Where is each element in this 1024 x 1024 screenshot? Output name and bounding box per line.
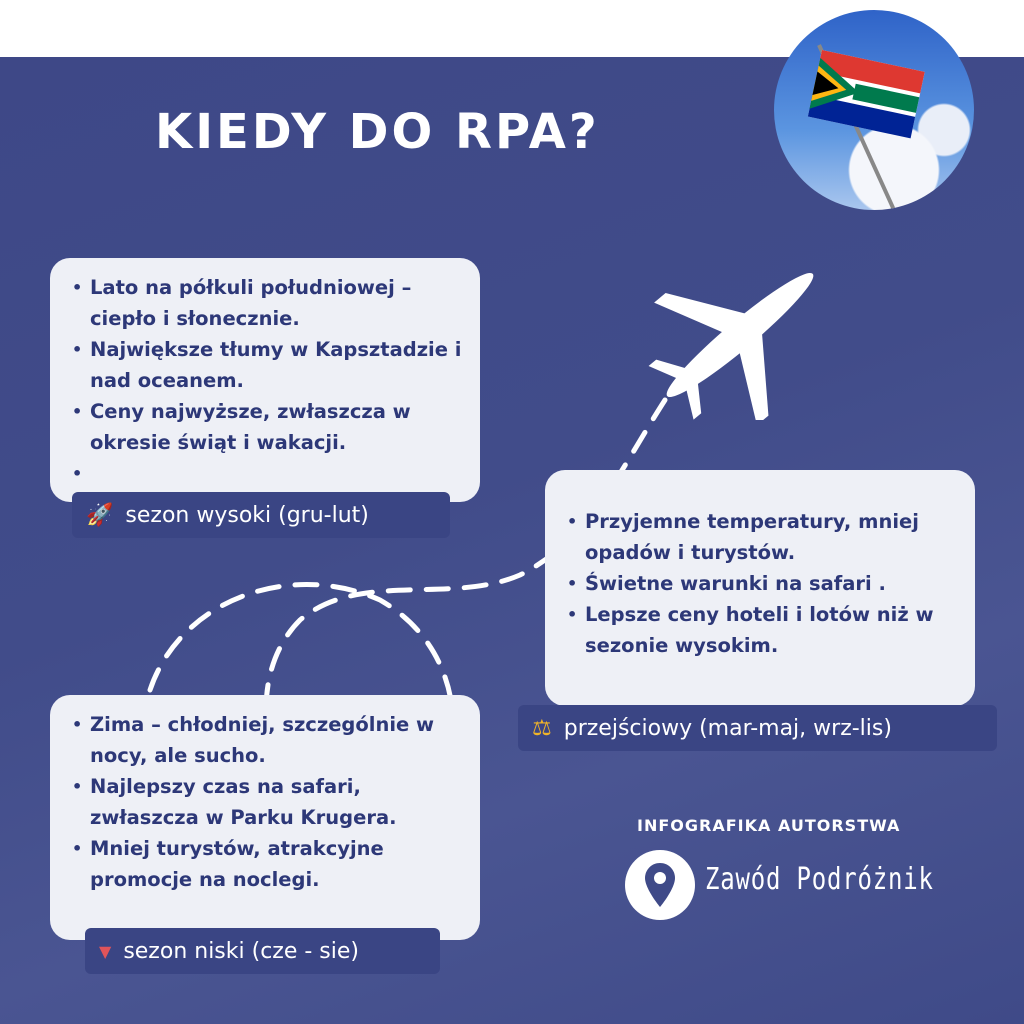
red-triangle-down-icon: ▼: [99, 941, 112, 961]
bullet: • Największe tłumy w Kapsztadzie i nad oceanem.: [72, 334, 470, 396]
bullet: • Najlepszy czas na safari, zwłaszcza w Parku Krugera.: [72, 771, 470, 833]
airplane-icon: [640, 250, 840, 420]
page-title: KIEDY DO RPA?: [155, 104, 600, 160]
low-season-label: [85, 928, 440, 974]
rocket-icon: 🚀: [86, 502, 114, 528]
high-season-card: [50, 258, 480, 502]
shoulder-season-card: [545, 470, 975, 706]
credit-heading: INFOGRAFIKA AUTORSTWA: [637, 816, 901, 835]
bullet: • Ceny najwyższe, zwłaszcza w okresie świąt i wakacji.: [72, 396, 470, 458]
bullet: • Lepsze ceny hoteli i lotów niż w sezonie wysokim.: [567, 599, 965, 661]
high-season-label: [72, 492, 450, 538]
bullet: • Mniej turystów, atrakcyjne promocje na noclegi.: [72, 833, 470, 895]
scales-icon: ⚖: [532, 715, 552, 741]
bullet: • Lato na półkuli południowej – ciepło i słonecznie.: [72, 272, 470, 334]
bullet-empty: [72, 458, 470, 478]
season-label: sezon wysoki (gru-lut): [125, 502, 369, 528]
brand-name: Zawód Podróżnik: [705, 862, 934, 897]
season-label: sezon niski (cze - sie): [123, 938, 359, 964]
low-season-card: [50, 695, 480, 940]
south-africa-flag-image: [774, 10, 974, 210]
bullet: • Zima – chłodniej, szczególnie w nocy, ale sucho.: [72, 709, 470, 771]
logo-badge: [625, 850, 695, 920]
flag-icon: [774, 10, 974, 210]
bullet: • Świetne warunki na safari .: [567, 568, 965, 599]
season-label: przejściowy (mar-maj, wrz-lis): [563, 715, 892, 741]
bullet: • Przyjemne temperatury, mniej opadów i turystów.: [567, 506, 965, 568]
shoulder-season-label: [518, 705, 997, 751]
map-pin-icon: [645, 863, 675, 907]
